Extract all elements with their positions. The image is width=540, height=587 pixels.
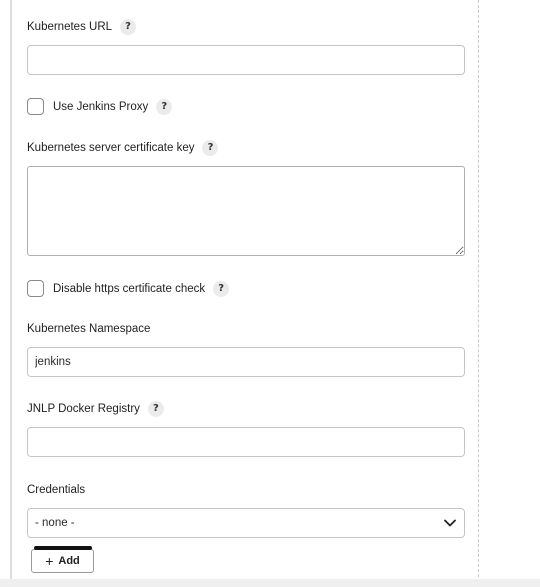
jnlp-docker-registry-input[interactable]: [27, 427, 465, 457]
credentials-selected-value: - none -: [35, 517, 75, 529]
disable-https-check-label: [53, 280, 229, 298]
namespace-label-text: Kubernetes Namespace: [27, 323, 151, 335]
use-jenkins-proxy-label-text: Use Jenkins Proxy: [53, 101, 149, 113]
namespace-input[interactable]: [27, 347, 465, 377]
disable-https-check-checkbox[interactable]: [27, 280, 44, 297]
plus-icon: +: [45, 553, 54, 569]
bottom-strip: [0, 579, 540, 587]
panel-dashed-divider: [478, 0, 479, 587]
server-cert-key-textarea[interactable]: [27, 166, 465, 256]
credentials-label: [27, 481, 85, 499]
use-jenkins-proxy-label: [53, 98, 172, 116]
add-credentials-button[interactable]: [31, 549, 94, 573]
jnlp-docker-registry-label-text: JNLP Docker Registry: [27, 403, 140, 415]
kubernetes-url-label-text: Kubernetes URL: [27, 21, 113, 33]
add-credentials-button-label: Add: [58, 555, 80, 567]
chevron-down-icon: [444, 519, 456, 527]
disable-https-check-label-text: Disable https certificate check: [53, 283, 206, 295]
add-button-ink-mark: [34, 546, 92, 550]
jnlp-docker-registry-label: [27, 400, 164, 418]
server-cert-key-label: [27, 139, 218, 157]
section-left-rule: [10, 0, 12, 587]
disable-https-check-help-icon[interactable]: ?: [213, 281, 229, 297]
use-jenkins-proxy-help-icon[interactable]: ?: [156, 99, 172, 115]
server-cert-key-help-icon[interactable]: ?: [202, 140, 218, 156]
server-cert-key-label-text: Kubernetes server certificate key: [27, 142, 195, 154]
kubernetes-url-help-icon[interactable]: ?: [120, 19, 136, 35]
use-jenkins-proxy-checkbox[interactable]: [27, 98, 44, 115]
namespace-label: [27, 320, 150, 338]
kubernetes-url-input[interactable]: [27, 45, 465, 75]
credentials-select[interactable]: [27, 508, 465, 538]
credentials-label-text: Credentials: [27, 484, 86, 496]
jnlp-docker-registry-help-icon[interactable]: ?: [148, 401, 164, 417]
kubernetes-url-label: [27, 18, 136, 36]
